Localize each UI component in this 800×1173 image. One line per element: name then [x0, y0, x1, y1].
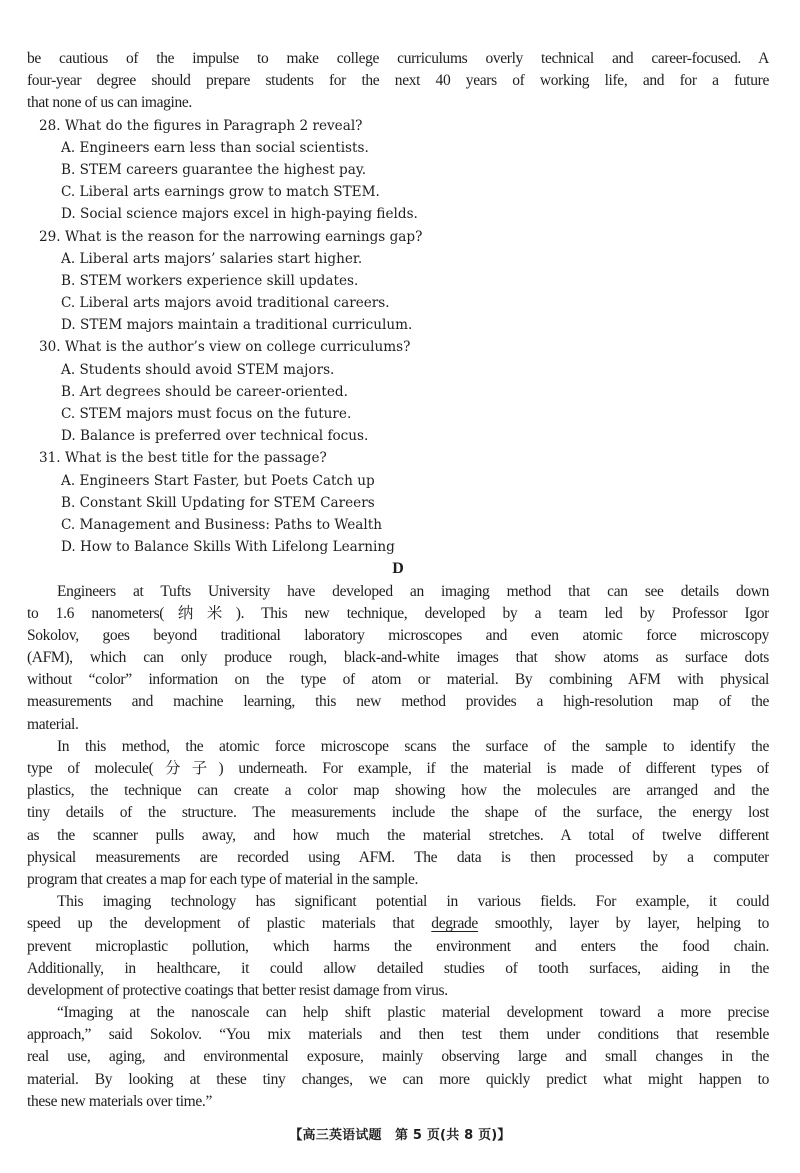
option-d: D. STEM majors maintain a traditional curriculum. [61, 317, 413, 334]
exam-page [27, 48, 769, 1113]
text-line: “Imaging at the nanoscale can help shift plastic material development toward a more precise [57, 1004, 769, 1022]
question-stem [27, 336, 769, 358]
text-line: approach,” said Sokolov. “You mix materials and then test them under conditions that resemble [27, 1026, 769, 1044]
text-line: (AFM), which can only produce rough, black-and-white images that show atoms as surface dots [27, 649, 769, 667]
question-number: 29. [39, 228, 61, 245]
text-line: plastics, the technique can create a color map showing how the molecules are arranged and the [27, 782, 769, 800]
text-line: Engineers at Tufts University have developed an imaging method that can see details down [57, 582, 769, 600]
text-line: physical measurements are recorded using AFM. The data is then processed by a computer [27, 848, 769, 866]
question-text: What is the best title for the passage? [64, 450, 327, 467]
question-number: 31. [39, 450, 61, 467]
text-segment: smoothly, layer by layer, helping to [477, 915, 769, 933]
text-line: development of protective coatings that better resist damage from virus. [27, 981, 448, 999]
text-segment: speed up the development of plastic materials that [27, 915, 432, 933]
option-a: A. Engineers earn less than social scientists. [61, 139, 369, 156]
text-line: This imaging technology has significant potential in various fields. For example, it could [57, 893, 769, 911]
question-text: What is the author’s view on college curriculums? [64, 339, 411, 356]
question-stem [27, 115, 769, 137]
text-line: to 1.6 nanometers(纳米). This new technique, developed by a team led by Professor Igor [27, 604, 769, 622]
question-text: What is the reason for the narrowing earnings gap? [64, 228, 423, 245]
question-31 [27, 447, 769, 558]
underlined-word: degrade [431, 915, 478, 933]
option-c: C. Management and Business: Paths to Wealth [61, 516, 382, 533]
text-line: type of molecule(分子) underneath. For example, if the material is made of different types of [27, 760, 769, 777]
option-c: C. STEM majors must focus on the future. [61, 406, 352, 422]
paragraph-1 [27, 581, 769, 736]
option-c: C. Liberal arts majors avoid traditional careers. [61, 295, 390, 312]
option-b: B. STEM workers experience skill updates. [61, 272, 359, 289]
text-line: program that creates a map for each type of material in the sample. [27, 870, 418, 888]
option-b: B. Constant Skill Updating for STEM Careers [61, 494, 375, 511]
text-line: In this method, the atomic force microscope scans the surface of the sample to identify the [57, 737, 769, 755]
question-number: 30. [39, 339, 61, 356]
option-d: D. Social science majors excel in high-paying fields. [61, 206, 418, 223]
option-d: D. Balance is preferred over technical focus. [61, 428, 369, 445]
paragraph-4 [27, 1002, 769, 1113]
option-b: B. STEM careers guarantee the highest pay. [61, 161, 367, 178]
text-line: be cautious of the impulse to make college curriculums overly technical and career-focused. A [27, 50, 769, 67]
option-a: A. Students should avoid STEM majors. [61, 361, 335, 378]
question-29 [27, 226, 769, 337]
option-c: C. Liberal arts earnings grow to match STEM. [61, 184, 380, 201]
text-line: material. By looking at these tiny changes, we can more quickly predict what might happen to [27, 1070, 769, 1088]
text-line: that none of us can imagine. [27, 94, 192, 112]
question-number: 28. [39, 117, 61, 134]
question-stem [27, 226, 769, 248]
text-line: material. [27, 715, 79, 733]
option-a: A. Engineers Start Faster, but Poets Catch up [61, 472, 375, 489]
option-b: B. Art degrees should be career-oriented. [61, 383, 348, 400]
text-line: as the scanner pulls away, and how much the material stretches. A total of twelve different [27, 826, 769, 844]
text-line: four-year degree should prepare students for the next 40 years of working life, and for a future [27, 72, 769, 90]
question-stem [27, 447, 769, 469]
text-line: without “color” information on the type of atom or material. By combining AFM with physical [27, 671, 769, 689]
text-line: tiny details of the structure. The measurements include the shape of the surface, the energy lost [27, 804, 769, 822]
page-footer: 【高三英语试题 第 5 页(共 8 页)】 [289, 1128, 511, 1143]
text-line: these new materials over time.” [27, 1092, 212, 1110]
text-line: real use, aging, and environmental exposure, mainly observing large and small changes in the [27, 1048, 769, 1066]
option-d: D. How to Balance Skills With Lifelong Learning [61, 539, 395, 556]
question-30 [27, 336, 769, 447]
text-line [27, 913, 769, 935]
section-title: D [392, 560, 404, 578]
text-line: Sokolov, goes beyond traditional laboratory microscopes and even atomic force microscopy [27, 626, 769, 644]
question-text: What do the figures in Paragraph 2 reveal? [64, 117, 363, 134]
option-a: A. Liberal arts majors’ salaries start higher. [61, 250, 363, 267]
paragraph-3 [27, 891, 769, 1002]
question-28 [27, 115, 769, 226]
text-line: prevent microplastic pollution, which harms the environment and enters the food chain. [27, 937, 769, 955]
text-line: Additionally, in healthcare, it could allow detailed studies of tooth surfaces, aiding in the [27, 959, 769, 977]
text-line: measurements and machine learning, this new method provides a high-resolution map of the [27, 693, 769, 711]
paragraph-2 [27, 736, 769, 891]
passage-c-ending [27, 48, 769, 115]
